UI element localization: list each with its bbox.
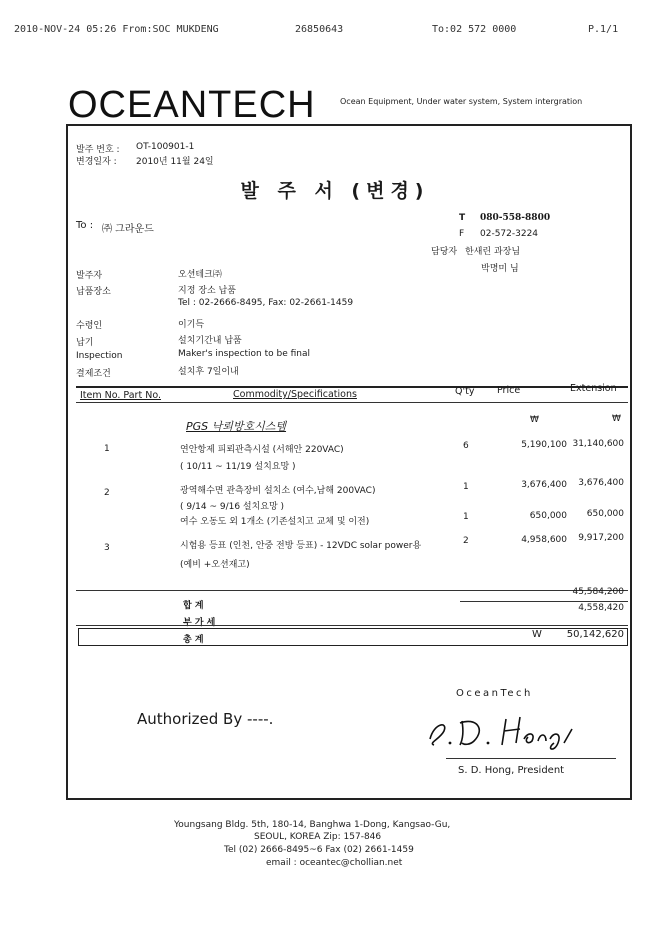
row-qty: 1 — [463, 482, 469, 492]
term-value: 오션테크㈜ — [178, 270, 222, 280]
total-label: 총 계 — [183, 635, 204, 645]
row-description: (예비 +오션재고) — [180, 560, 250, 570]
header-price: Price — [497, 385, 521, 396]
row-extension: 650,000 — [586, 509, 624, 519]
row-extension: 31,140,600 — [572, 439, 624, 449]
fax-recipient: To:02 572 0000 — [432, 24, 517, 35]
manager-name: 한새린 과장님 — [465, 247, 521, 257]
row-number: 3 — [104, 543, 110, 553]
row-qty: 6 — [463, 441, 469, 451]
vat-label: 부 가 세 — [183, 618, 216, 628]
signature-line — [446, 758, 616, 759]
currency-price: ₩ — [530, 415, 539, 425]
row-description: 여수 오동도 외 1개소 (기존설치고 교체 및 이전) — [180, 517, 370, 527]
term-label: 수령인 — [76, 321, 103, 331]
header-qty: Q'ty — [455, 386, 475, 397]
term-value: 지정 장소 납품 — [178, 286, 236, 296]
term-value: 설치기간내 납품 — [178, 336, 242, 346]
header-item: Item No. Part No. — [80, 390, 161, 401]
term-label: 결제조건 — [76, 369, 111, 379]
row-description: 시험용 등표 (인천, 안중 전방 등표) - 12VDC solar power용 — [180, 541, 422, 551]
footer-city: SEOUL, KOREA Zip: 157-846 — [254, 832, 382, 842]
row-qty: 1 — [463, 512, 469, 522]
table-header-rule — [76, 402, 628, 403]
row-extension: 3,676,400 — [578, 478, 624, 488]
fax-number: 26850643 — [295, 24, 344, 35]
row-price: 4,958,600 — [521, 535, 567, 545]
fax-sender: 2010-NOV-24 05:26 From:SOC MUKDENG — [14, 24, 219, 35]
row-qty: 2 — [463, 536, 469, 546]
total-currency: W — [532, 629, 542, 640]
fax-page: P.1/1 — [588, 24, 619, 35]
signatory-name: S. D. Hong, President — [458, 765, 565, 776]
subtotal-value: 45,584,200 — [572, 587, 624, 597]
change-date-label: 변경일자 : — [76, 157, 117, 167]
recipient-phone: 080-558-8800 — [480, 213, 551, 223]
row-description: ( 10/11 ~ 11/19 설치요망 ) — [180, 462, 296, 472]
total-value: 50,142,620 — [566, 629, 624, 640]
term-label: 납기 — [76, 338, 94, 348]
recipient-fax: 02-572-3224 — [480, 229, 539, 239]
recipient-name: ㈜ 그라운드 — [102, 224, 154, 235]
company-tagline: Ocean Equipment, Under water system, System intergration — [340, 97, 583, 106]
authorized-by: Authorized By ----. — [137, 710, 274, 728]
handwritten-signature — [424, 709, 584, 758]
footer-address: Youngsang Bldg. 5th, 180-14, Banghwa 1-Dong, Kangsao-Gu, — [174, 820, 451, 830]
term-label: 발주자 — [76, 271, 103, 281]
term-label: Inspection — [76, 351, 123, 361]
subtotal-rule — [460, 601, 628, 602]
vat-value: 4,558,420 — [578, 603, 624, 613]
row-description: 연안항제 피뢰관측시설 (서해안 220VAC) — [180, 445, 344, 455]
term-value: 이기득 — [178, 320, 205, 330]
row-description: ( 9/14 ~ 9/16 설치요망 ) — [180, 502, 285, 512]
fax-label: F — [459, 229, 465, 239]
row-extension: 9,917,200 — [578, 533, 624, 543]
row-price: 5,190,100 — [521, 440, 567, 450]
header-extension: Extension — [570, 383, 617, 394]
row-price: 650,000 — [529, 511, 567, 521]
footer-email: email : oceantec@chollian.net — [266, 858, 403, 868]
signature-icon — [424, 709, 584, 751]
project-name: PGS 낙뢰방호시스템 — [186, 420, 287, 433]
row-number: 1 — [104, 444, 110, 454]
order-number: OT-100901-1 — [136, 142, 195, 152]
company-logo: OCEANTECH — [68, 84, 316, 126]
term-value: 설치후 7일이내 — [178, 367, 239, 377]
footer-contact: Tel (02) 2666-8495~6 Fax (02) 2661-1459 — [224, 845, 414, 855]
order-number-label: 발주 번호 : — [76, 145, 120, 155]
phone-label: T — [459, 213, 466, 223]
term-value: Tel : 02-2666-8495, Fax: 02-2661-1459 — [178, 298, 354, 308]
term-value: Maker's inspection to be final — [178, 349, 311, 359]
header-commodity: Commodity/Specifications — [233, 389, 357, 400]
row-price: 3,676,400 — [521, 480, 567, 490]
signing-company: OceanTech — [456, 688, 533, 699]
term-label: 납품장소 — [76, 287, 111, 297]
change-date: 2010년 11월 24일 — [136, 157, 214, 167]
subtotal-label: 합 계 — [183, 601, 204, 611]
document-title: 발 주 서 (변경) — [240, 180, 430, 202]
row-description: 광역해수면 관측장비 설치소 (여수,남해 200VAC) — [180, 486, 376, 496]
manager-label: 담당자 — [431, 247, 458, 257]
to-label: To : — [76, 220, 94, 231]
vat-rule — [76, 625, 628, 626]
table-top-rule — [76, 386, 628, 388]
currency-extension: ₩ — [612, 414, 621, 424]
row-number: 2 — [104, 488, 110, 498]
manager-name-2: 박명미 님 — [481, 264, 519, 274]
